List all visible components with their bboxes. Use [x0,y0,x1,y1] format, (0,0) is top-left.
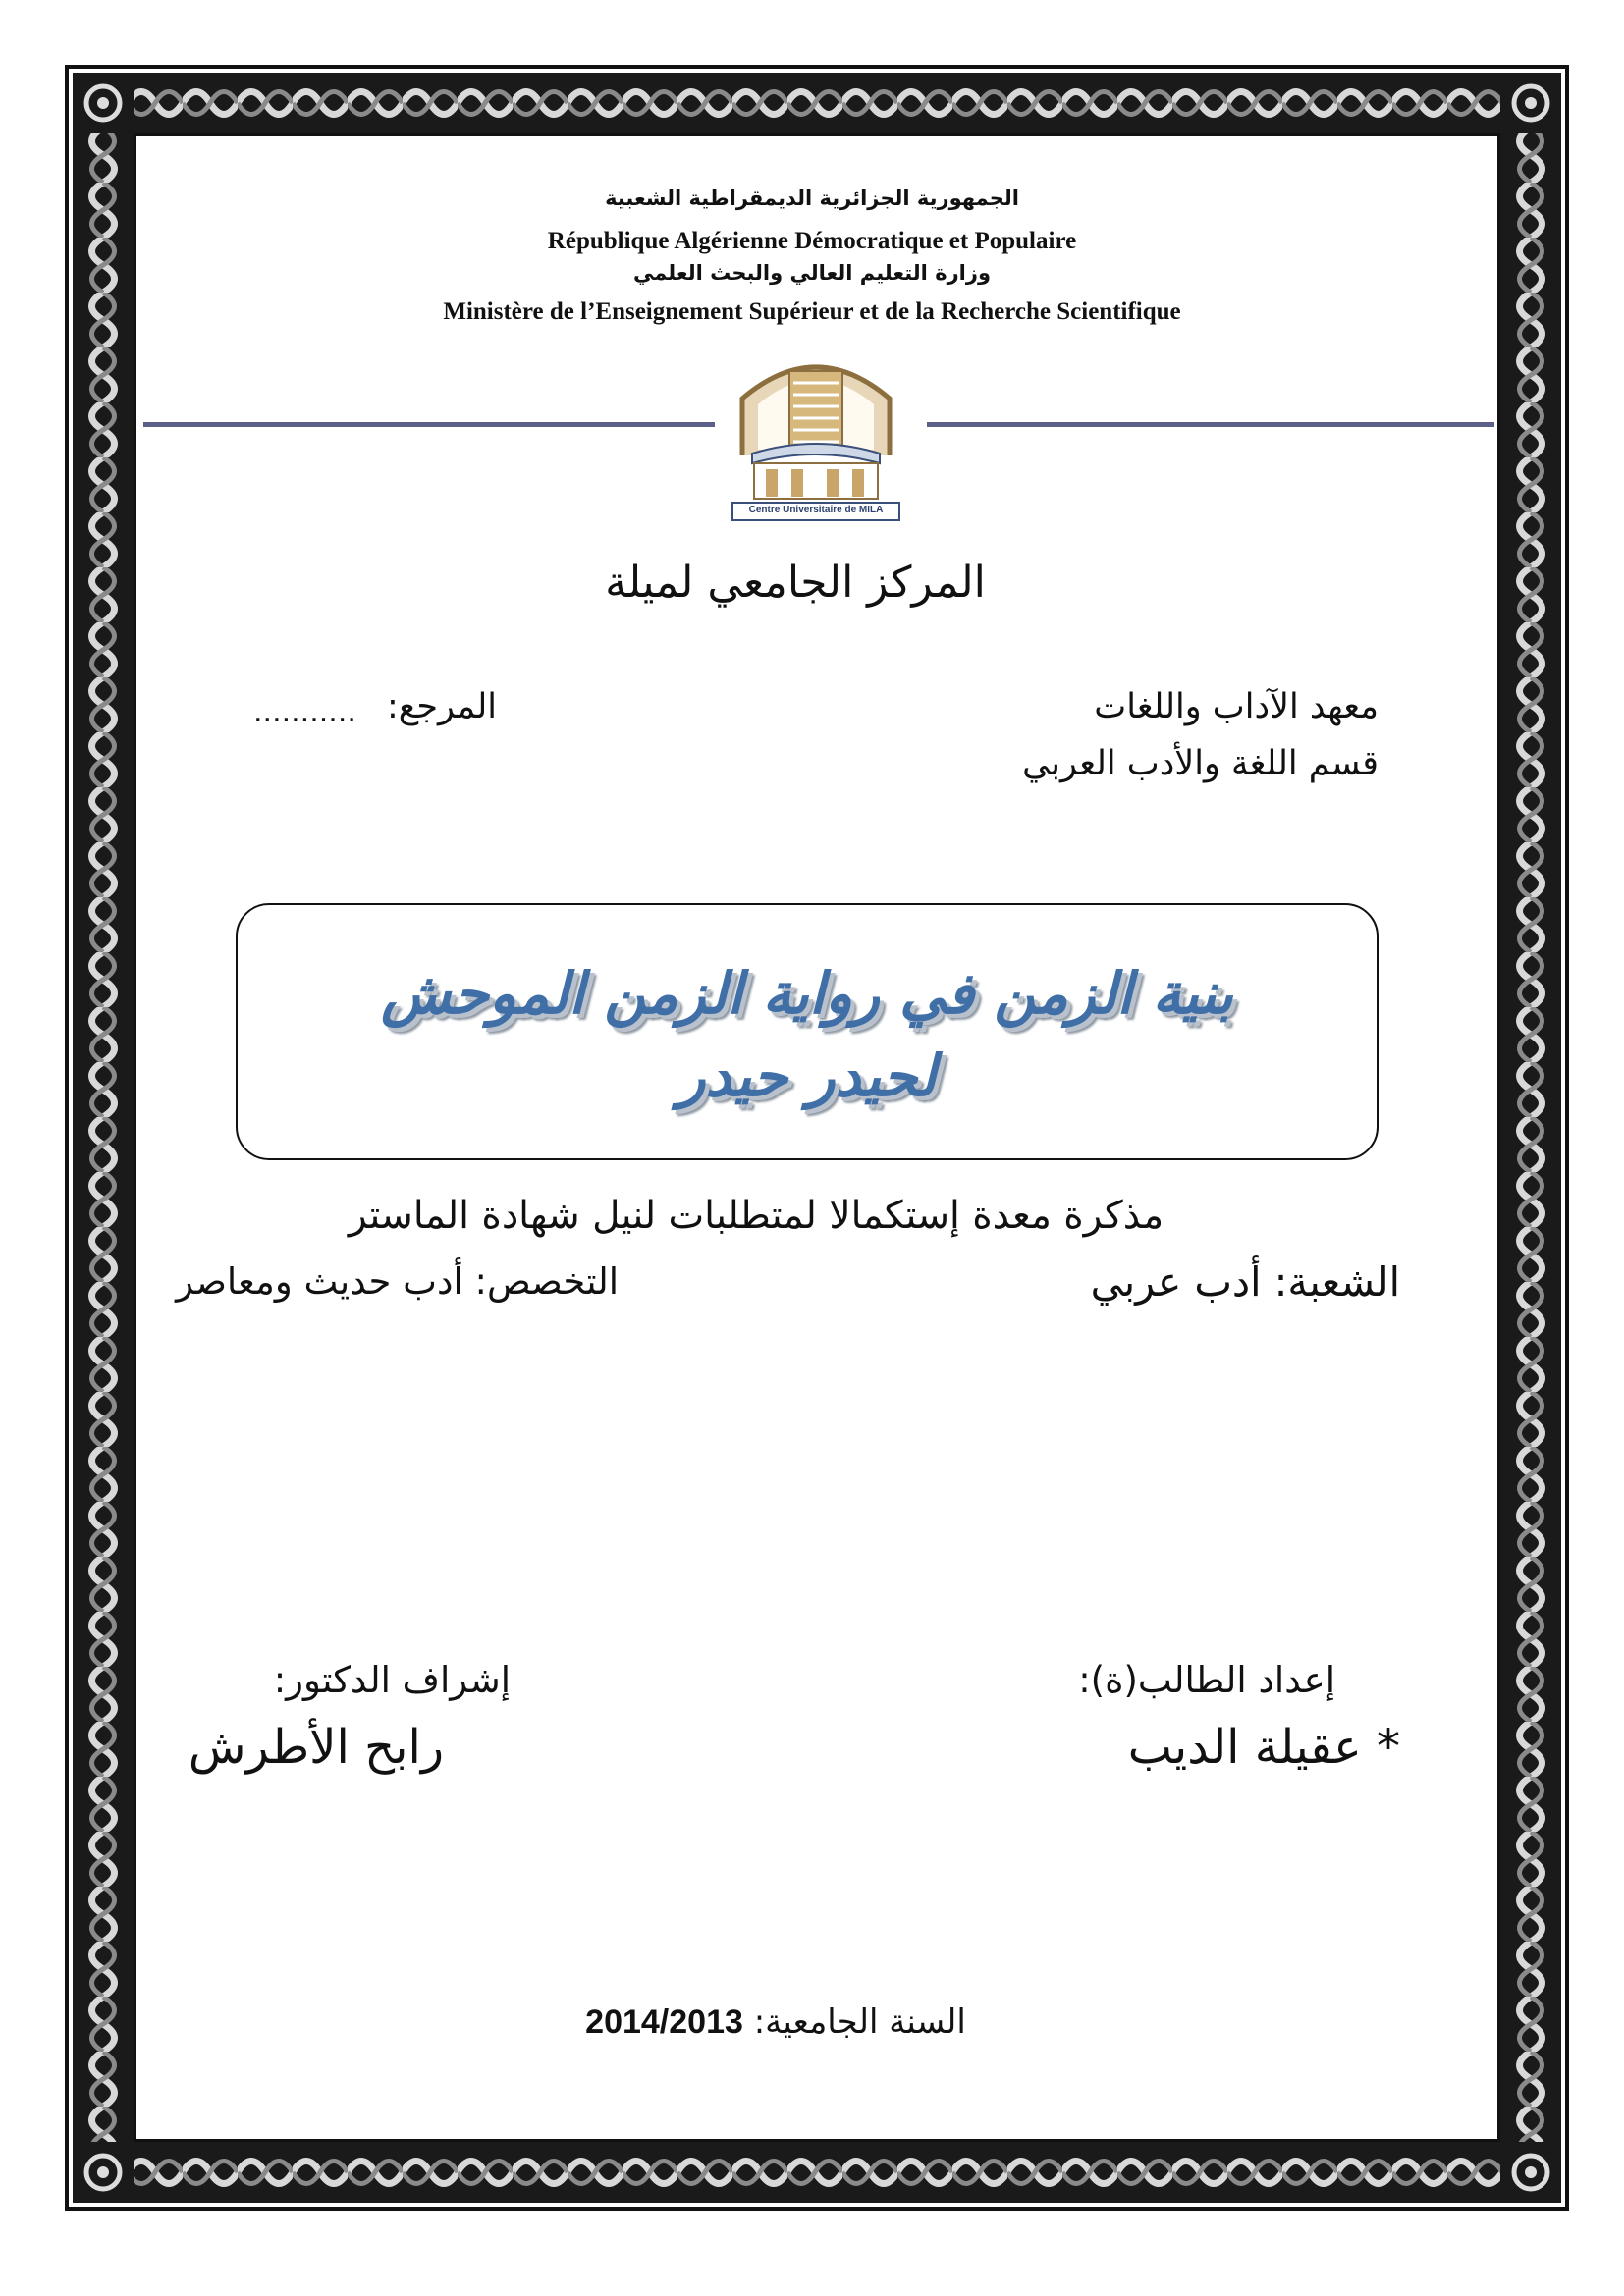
department-name: قسم اللغة والأدب العربي [1022,744,1379,783]
supervisor-label: إشراف الدكتور: [273,1659,511,1701]
academic-year [550,2002,1001,2042]
corner-ornament-icon [1500,73,1561,133]
header-divider-left [143,422,715,427]
reference-label: المرجع: [387,687,497,726]
thesis-title-box [236,903,1379,1160]
academic-year-value: 2014/2013 [585,2003,743,2041]
border-pattern-right [1500,73,1561,2203]
border-pattern-bottom [73,2142,1561,2203]
student-name: * عقيلة الديب [1127,1720,1400,1775]
university-building-logo-icon [729,340,903,524]
corner-ornament-icon [73,2142,134,2203]
university-logo [729,340,903,524]
branch-field: الشعبة: أدب عربي [1090,1258,1400,1306]
header-divider-right [927,422,1494,427]
corner-ornament-icon [73,73,134,133]
ministry-french: Ministère de l’Enseignement Supérieur et de la Recherche Scientifique [443,298,1181,325]
academic-year-label: السنة الجامعية: [753,2002,966,2042]
border-pattern-top [73,73,1561,133]
corner-ornament-icon [1500,2142,1561,2203]
student-label: إعداد الطالب(ة): [1078,1659,1335,1701]
reference-value: ........... [253,695,356,729]
specialty-field: التخصص: أدب حديث ومعاصر [176,1260,619,1303]
logo-caption: Centre Universitaire de MILA [748,505,884,515]
republic-french: République Algérienne Démocratique et Populaire [547,228,1077,254]
center-name: المركز الجامعي لميلة [605,558,986,608]
ministry-arabic: وزارة التعليم العالي والبحث العلمي [632,261,992,285]
thesis-title-line-1: بنية الزمن في رواية الزمن الموحش [381,960,1233,1027]
border-pattern-left [73,73,134,2203]
republic-arabic: الجمهورية الجزائرية الديمقراطية الشعبية [605,187,1019,210]
institute-name: معهد الآداب واللغات [1094,687,1379,726]
thesis-subtitle: مذكرة معدة إستكمالا لمتطلبات لنيل شهادة الماستر [348,1194,1164,1238]
thesis-title-line-2: لحيدر حيدر [677,1042,937,1109]
supervisor-name: رابح الأطرش [188,1720,444,1775]
